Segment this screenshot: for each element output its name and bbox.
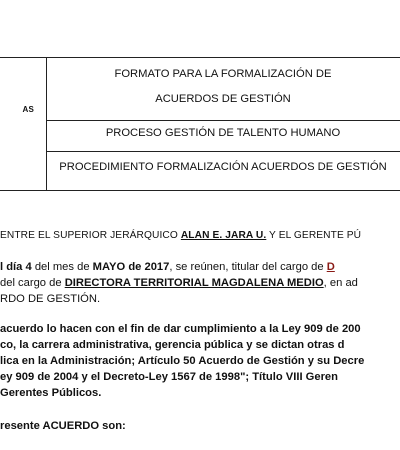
body-line-1 (0, 230, 361, 241)
body-line-2 (0, 261, 335, 273)
text-fragment: , en ad (323, 277, 358, 289)
date-text: MAYO de 2017 (92, 261, 170, 273)
text-fragment: Y EL GERENTE PÚ (266, 230, 362, 241)
table-border-top (0, 57, 400, 58)
body-line-3 (0, 277, 358, 289)
body-line-9: Gerentes Públicos. (0, 387, 102, 399)
text-fragment: del cargo de (0, 277, 65, 289)
header-title-line2: ACUERDOS DE GESTIÓN (155, 93, 291, 105)
body-line-8: ey 909 de 2004 y el Decreto-Ley 1567 de 1998"; Título VIII Geren (0, 371, 338, 383)
text-fragment: ENTRE EL SUPERIOR JERÁRQUICO (0, 230, 181, 241)
table-border-bottom (0, 190, 400, 191)
body-line-6: co, la carrera administrativa, gerencia pública y se dictan otras d (0, 339, 345, 351)
text-fragment: del mes de (31, 261, 93, 273)
text-fragment: D (326, 261, 335, 273)
header-process: PROCESO GESTIÓN DE TALENTO HUMANO (105, 127, 341, 139)
body-line-7: lica en la Administración; Artículo 50 Acuerdo de Gestión y su Decre (0, 355, 365, 367)
header-title-line1: FORMATO PARA LA FORMALIZACIÓN DE (114, 68, 332, 80)
text-fragment: , se reúnen, titular del cargo de (169, 261, 327, 273)
text-fragment: l día 4 (0, 261, 32, 273)
body-line-4: RDO DE GESTIÓN. (0, 293, 101, 305)
body-line-10: resente ACUERDO son: (0, 420, 126, 432)
table-divider-2 (46, 151, 400, 152)
header-procedure: PROCEDIMIENTO FORMALIZACIÓN ACUERDOS DE GESTIÓN (59, 161, 387, 173)
role-title: DIRECTORA TERRITORIAL MAGDALENA MEDIO (64, 277, 324, 289)
table-divider-1 (46, 120, 400, 121)
superior-name: ALAN E. JARA U. (180, 230, 267, 241)
body-line-5: acuerdo lo hacen con el fin de dar cumplimiento a la Ley 909 de 200 (0, 323, 361, 335)
logo-fragment: AS (22, 105, 34, 114)
